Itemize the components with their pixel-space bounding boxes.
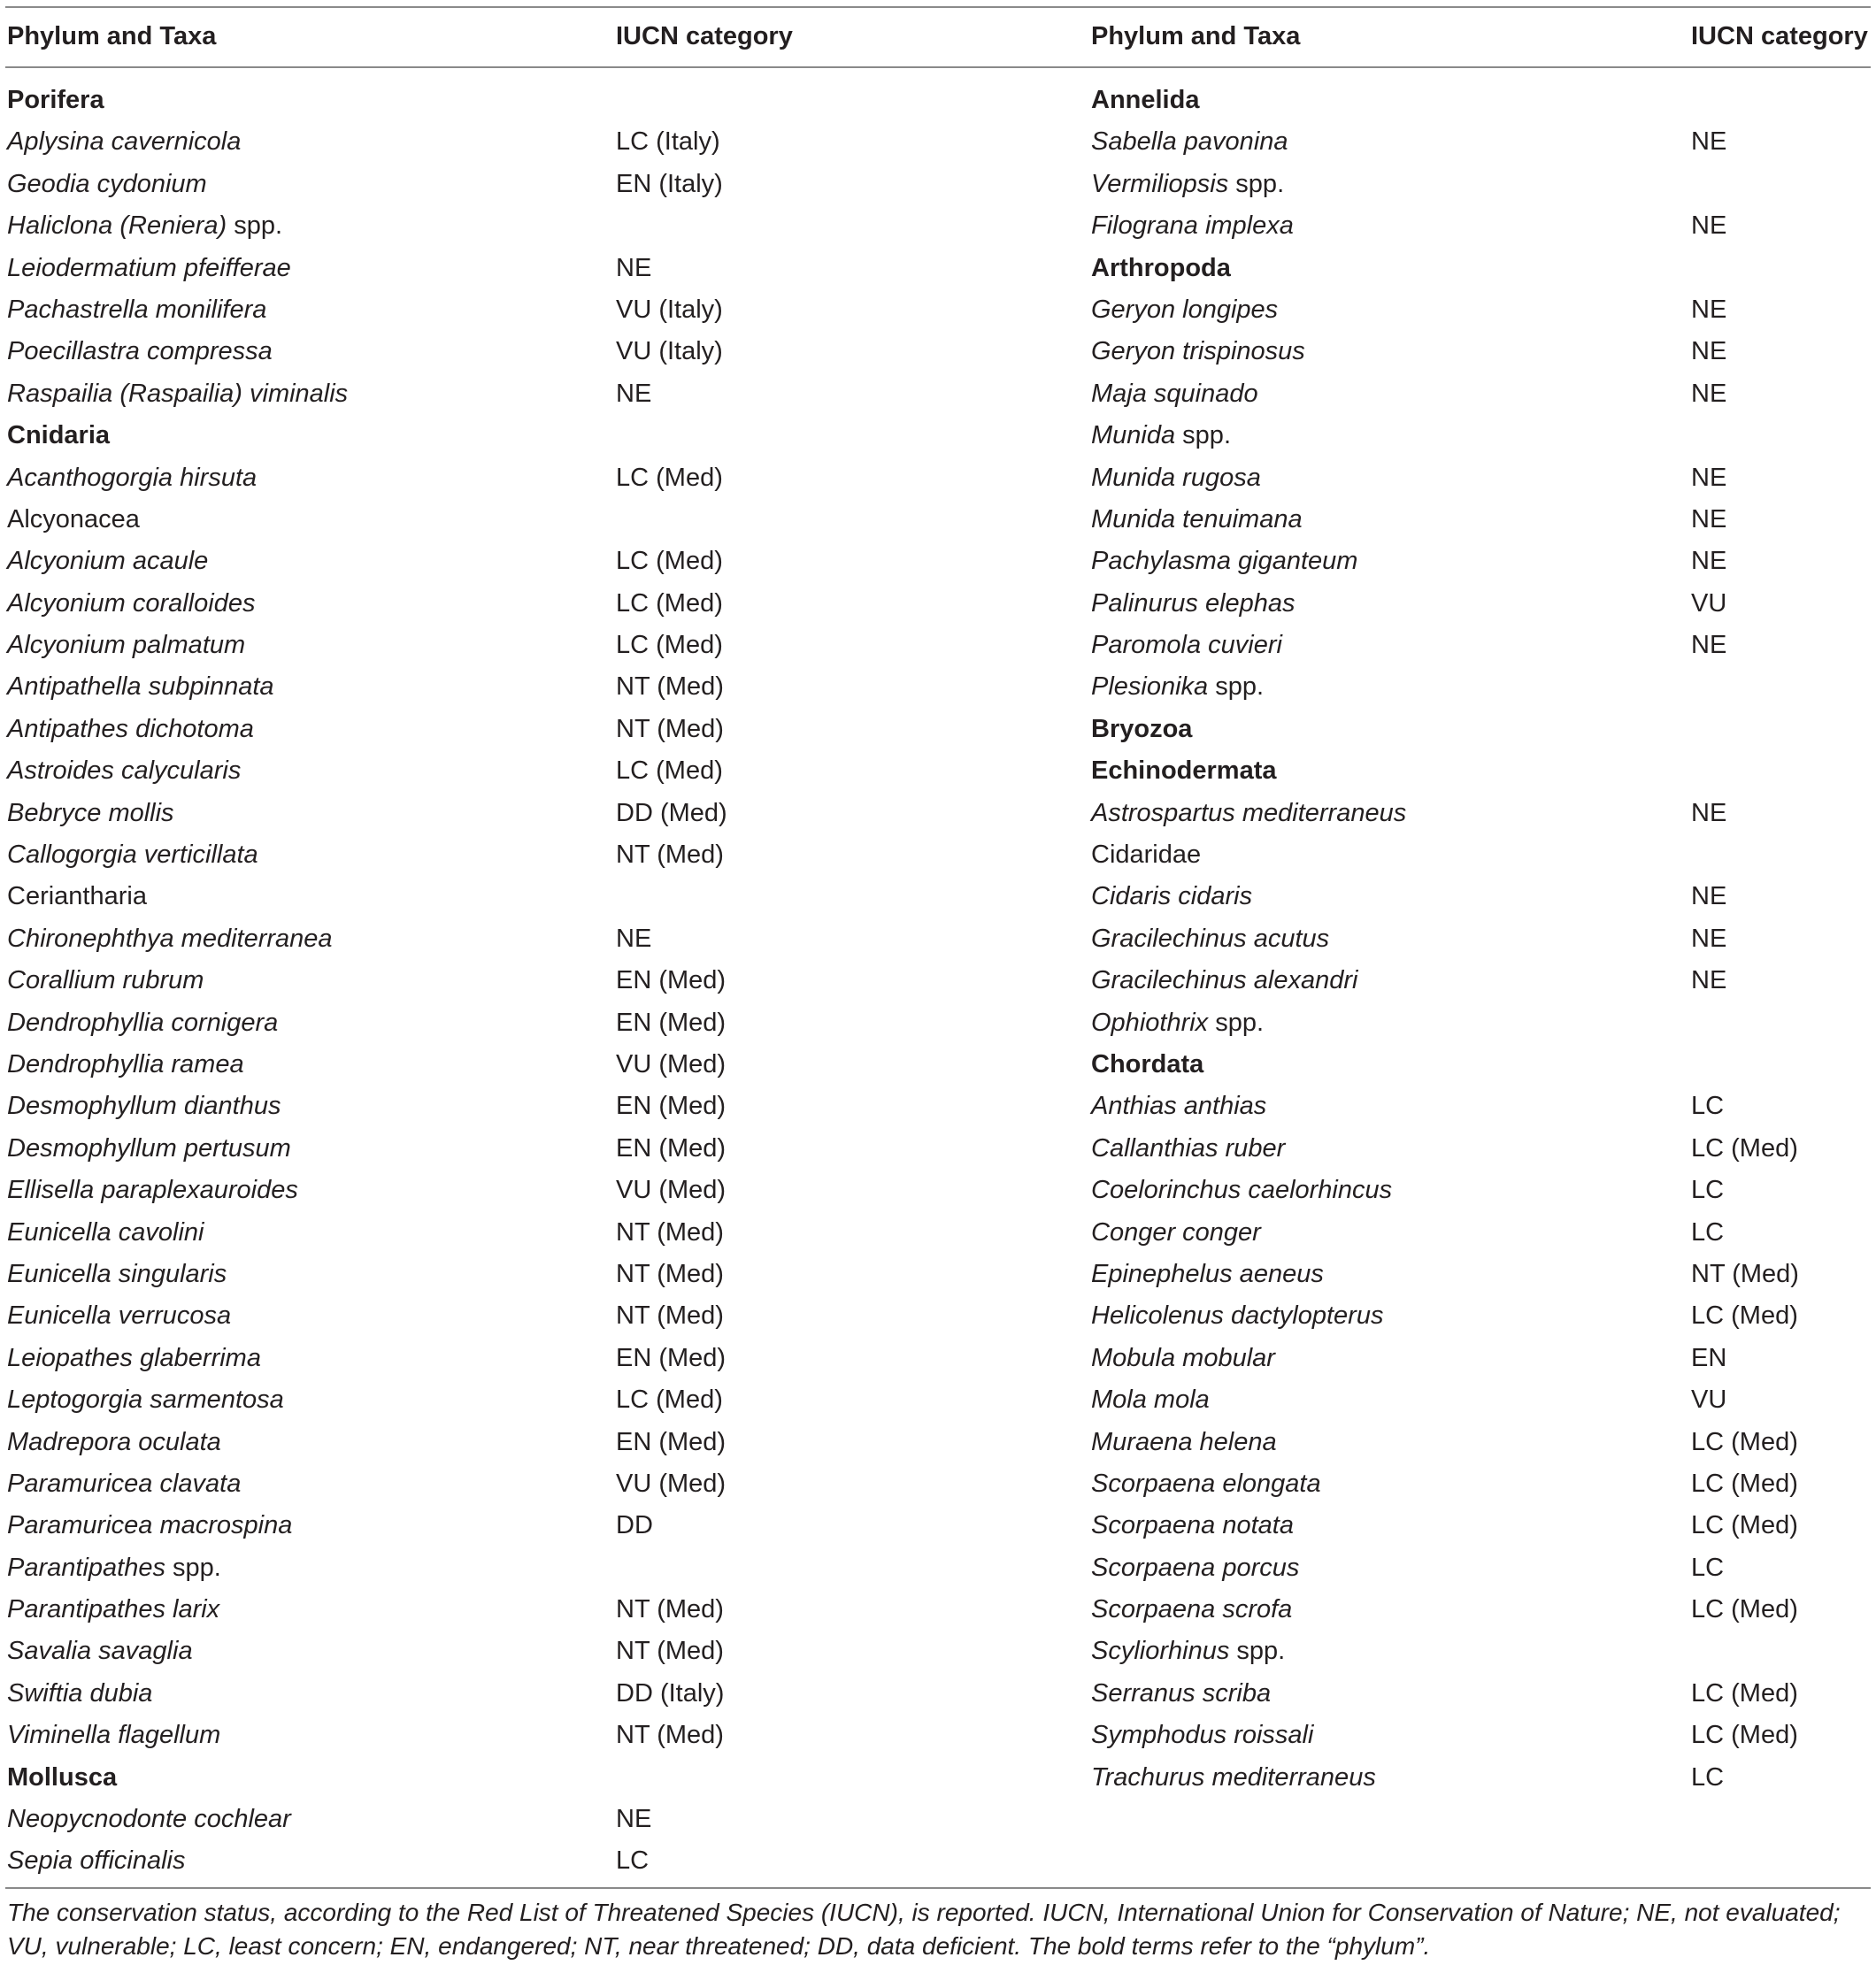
taxon-name (1091, 1547, 1299, 1589)
taxon-name-text: Munida tenuimana (1091, 504, 1303, 533)
taxon-name (1091, 457, 1261, 499)
taxon-name-text: Astrospartus mediterraneus (1091, 798, 1407, 827)
taxon-name-text: Serranus scriba (1091, 1678, 1272, 1708)
taxon-name-text: Bebryce mollis (7, 798, 174, 827)
taxon-name-text: Geryon trispinosus (1091, 337, 1305, 366)
taxon-name (1091, 918, 1329, 960)
iucn-category: EN (Med) (616, 1427, 727, 1456)
table-bottom-rule (5, 1887, 1871, 1889)
taxon-name (7, 373, 348, 415)
taxon-name-text: Poecillastra compressa (7, 337, 273, 366)
iucn-category: NT (Med) (616, 1217, 724, 1247)
iucn-category: EN (Med) (616, 966, 727, 995)
iucn-category: NE (1691, 211, 1727, 241)
taxon-name (1091, 205, 1294, 247)
taxon-name-text: Alcyonium coralloides (7, 588, 256, 618)
taxon-name (7, 709, 254, 750)
taxon-suffix: spp. (1208, 672, 1265, 702)
iucn-category: VU (1691, 1385, 1727, 1415)
taxon-name-text: Dendrophyllia cornigera (7, 1008, 279, 1037)
taxon-name-text: Chironephthya mediterranea (7, 924, 333, 953)
phylum-name (1091, 709, 1192, 750)
taxon-name-text: Aplysina cavernicola (7, 127, 242, 157)
iucn-category: LC (Med) (1691, 1511, 1798, 1540)
header-taxa-left: Phylum and Taxa (7, 22, 217, 50)
iucn-category: LC (1691, 1217, 1725, 1247)
taxon-name-text: Echinodermata (1091, 756, 1277, 786)
taxon-name-text: Leptogorgia sarmentosa (7, 1385, 284, 1415)
taxon-name (1091, 1715, 1313, 1756)
taxon-name (7, 583, 255, 625)
taxon-name-text: Eunicella verrucosa (7, 1301, 232, 1331)
header-iucn-right: IUCN category (1691, 22, 1868, 50)
taxon-name-text: Pachastrella monilifera (7, 295, 267, 324)
taxon-name (7, 1212, 204, 1254)
phylum-name (7, 80, 104, 121)
iucn-category: LC (1691, 1092, 1725, 1121)
taxon-suffix: spp. (165, 1553, 221, 1582)
taxon-name (7, 331, 273, 372)
taxon-name (7, 625, 245, 666)
taxon-name (1091, 164, 1284, 205)
taxon-name-text: Alcyonacea (7, 504, 140, 533)
taxon-name (1091, 1379, 1210, 1421)
taxon-name (7, 1086, 281, 1127)
taxon-name (1091, 1295, 1383, 1337)
iucn-category: EN (Med) (616, 1133, 727, 1163)
taxon-name (7, 918, 333, 960)
iucn-category: NE (1691, 463, 1727, 492)
taxon-name-text: Corallium rubrum (7, 966, 204, 995)
table-top-rule (5, 6, 1871, 8)
phylum-name (1091, 750, 1277, 792)
taxon-name-text: Paromola cuvieri (1091, 631, 1282, 660)
taxon-name-text: Epinephelus aeneus (1091, 1259, 1324, 1288)
taxon-name-text: Geryon longipes (1091, 295, 1279, 324)
taxon-name (1091, 793, 1406, 834)
iucn-category: EN (Med) (616, 1092, 727, 1121)
taxon-name-text: Porifera (7, 86, 104, 114)
taxon-name-text: Anthias anthias (1091, 1092, 1267, 1121)
phylum-name (7, 1757, 117, 1799)
iucn-category: NE (616, 1805, 652, 1834)
taxon-name (1091, 541, 1357, 582)
taxon-name-text: Parantipathes (7, 1553, 165, 1582)
taxon-name-text: Bryozoa (1091, 714, 1193, 743)
taxon-name-text: Paramuricea clavata (7, 1469, 242, 1498)
taxon-name-text: Filograna implexa (1091, 211, 1294, 241)
taxon-name (7, 666, 274, 708)
iucn-category: NE (1691, 337, 1727, 366)
taxon-name-text: Desmophyllum dianthus (7, 1092, 281, 1121)
taxon-name-text: Pachylasma giganteum (1091, 547, 1358, 576)
taxon-name (7, 1589, 219, 1631)
taxon-name-text: Eunicella cavolini (7, 1217, 204, 1247)
taxon-name (7, 750, 241, 792)
taxon-name-text: Swiftia dubia (7, 1678, 153, 1708)
iucn-category: NT (Med) (616, 672, 724, 702)
taxon-name (7, 457, 257, 499)
header-iucn-left: IUCN category (616, 22, 793, 50)
taxon-name-text: Acanthogorgia hirsuta (7, 463, 258, 492)
taxon-name (7, 121, 241, 163)
taxon-name (1091, 1128, 1285, 1170)
taxon-name (7, 1128, 291, 1170)
taxon-name-text: Alcyonium palmatum (7, 631, 246, 660)
taxon-name-text: Sepia officinalis (7, 1846, 186, 1876)
taxon-name-text: Callogorgia verticillata (7, 840, 258, 870)
taxon-name (7, 1422, 221, 1463)
phylum-name (7, 415, 110, 457)
taxon-suffix: spp. (227, 211, 283, 241)
iucn-category: NT (Med) (616, 1595, 724, 1624)
iucn-category: NE (1691, 798, 1727, 827)
taxon-name (7, 1463, 241, 1505)
taxon-name (7, 164, 207, 205)
taxon-name (1091, 1338, 1275, 1379)
taxon-name (7, 1673, 152, 1715)
taxon-name (1091, 1422, 1277, 1463)
taxon-name (1091, 960, 1357, 1002)
taxon-name-text: Haliclona (Reniera) (7, 211, 227, 241)
taxon-name-text: Antipathella subpinnata (7, 672, 274, 702)
taxon-name (7, 499, 140, 541)
iucn-category: DD (Med) (616, 798, 727, 827)
taxon-name (7, 876, 147, 917)
taxon-name-text: Scorpaena notata (1091, 1511, 1294, 1540)
iucn-category: LC (Med) (616, 756, 723, 786)
iucn-category: NE (1691, 924, 1727, 953)
iucn-category: NT (Med) (616, 840, 724, 870)
taxon-name-text: Antipathes dichotoma (7, 714, 254, 743)
taxon-name-text: Scyliorhinus (1091, 1637, 1230, 1666)
table-footnote: The conservation status, according to the Red List of Threatened Species (IUCN), is reported. IUCN, International Union for Conservation of Nature; NE, not evaluated; VU, vulnerable; LC, least concern; EN, endangered; NT, near threatened; DD, data deficient. The bold terms refer to the “phylum”. (7, 1899, 1841, 1960)
taxon-name-text: Cidaris cidaris (1091, 882, 1253, 911)
taxon-name-text: Scorpaena scrofa (1091, 1595, 1293, 1624)
phylum-name (1091, 80, 1199, 121)
taxon-name-text: Alcyonium acaule (7, 547, 209, 576)
taxon-name-text: Helicolenus dactylopterus (1091, 1301, 1384, 1331)
iucn-category: NT (Med) (1691, 1259, 1799, 1288)
taxon-name-text: Scorpaena porcus (1091, 1553, 1300, 1582)
iucn-category: NE (1691, 127, 1727, 157)
taxon-name-text: Coelorinchus caelorhincus (1091, 1176, 1393, 1205)
taxon-name-text: Annelida (1091, 86, 1200, 114)
taxon-name-text: Munida rugosa (1091, 463, 1261, 492)
taxon-name (7, 1715, 220, 1756)
taxon-name (7, 793, 174, 834)
taxon-name-text: Viminella flagellum (7, 1721, 221, 1750)
phylum-name (1091, 248, 1231, 289)
taxon-name-text: Trachurus mediterraneus (1091, 1762, 1376, 1792)
taxon-name-text: Callanthias ruber (1091, 1133, 1286, 1163)
taxon-name (1091, 373, 1258, 415)
taxon-name-text: Sabella pavonina (1091, 127, 1288, 157)
iucn-category: LC (Med) (1691, 1469, 1798, 1498)
iucn-category: LC (Med) (616, 463, 723, 492)
taxon-name-text: Gracilechinus alexandri (1091, 966, 1358, 995)
taxon-name-text: Mollusca (7, 1762, 118, 1792)
taxon-suffix: spp. (1229, 1637, 1286, 1666)
iucn-category: NE (1691, 631, 1727, 660)
phylum-name (1091, 1044, 1203, 1086)
iucn-category: LC (Italy) (616, 127, 720, 157)
taxon-name-text: Astroides calycularis (7, 756, 242, 786)
taxon-suffix: spp. (1208, 1008, 1265, 1037)
taxon-name (1091, 666, 1264, 708)
taxon-name-text: Vermiliopsis (1091, 169, 1229, 198)
taxon-name-text: Desmophyllum pertusum (7, 1133, 291, 1163)
taxon-name-text: Gracilechinus acutus (1091, 924, 1330, 953)
taxon-name (1091, 415, 1231, 457)
iucn-category: VU (1691, 588, 1727, 618)
taxon-name (7, 1547, 221, 1589)
iucn-category: NE (1691, 379, 1727, 408)
taxon-name-text: Madrepora oculata (7, 1427, 221, 1456)
iucn-category: EN (1691, 1343, 1727, 1372)
taxon-name (7, 1379, 284, 1421)
iucn-category: LC (Med) (1691, 1133, 1798, 1163)
taxon-name-text: Scorpaena elongata (1091, 1469, 1321, 1498)
iucn-category: VU (Italy) (616, 295, 723, 324)
taxon-name (1091, 121, 1288, 163)
taxon-name (7, 1799, 291, 1840)
taxon-name (7, 1505, 292, 1547)
table-header-rule (5, 66, 1871, 68)
taxon-name (7, 205, 282, 247)
taxon-name (1091, 1002, 1264, 1044)
taxon-name (7, 1170, 298, 1211)
taxon-suffix: spp. (1175, 421, 1231, 450)
iucn-category: EN (Med) (616, 1008, 727, 1037)
iucn-category: NE (616, 924, 652, 953)
iucn-category: VU (Med) (616, 1176, 727, 1205)
iucn-category: LC (Med) (1691, 1595, 1798, 1624)
taxon-name (1091, 289, 1278, 331)
taxon-name (7, 1840, 186, 1882)
iucn-category: NE (1691, 504, 1727, 533)
taxon-name (1091, 331, 1305, 372)
taxon-name (1091, 1463, 1321, 1505)
taxon-name-text: Cnidaria (7, 421, 111, 450)
taxon-name-text: Neopycnodonte cochlear (7, 1805, 291, 1834)
iucn-category: DD (616, 1511, 653, 1540)
iucn-category: EN (Med) (616, 1343, 727, 1372)
taxon-name-text: Munida (1091, 421, 1176, 450)
taxon-name (1091, 625, 1282, 666)
taxon-name-text: Savalia savaglia (7, 1637, 193, 1666)
taxon-name (7, 1631, 193, 1672)
taxon-name-text: Ceriantharia (7, 882, 147, 911)
taxon-name-text: Cidaridae (1091, 840, 1202, 870)
iucn-category: LC (Med) (1691, 1427, 1798, 1456)
taxon-name (7, 834, 258, 876)
iucn-category: LC (Med) (616, 1385, 723, 1415)
iucn-category: NE (1691, 295, 1727, 324)
iucn-category: NT (Med) (616, 1637, 724, 1666)
taxon-name (7, 289, 266, 331)
iucn-category: EN (Italy) (616, 169, 723, 198)
taxon-name-text: Symphodus roissali (1091, 1721, 1314, 1750)
taxon-name-text: Eunicella singularis (7, 1259, 227, 1288)
taxon-name-text: Mola mola (1091, 1385, 1210, 1415)
taxon-name-text: Palinurus elephas (1091, 588, 1296, 618)
iucn-category: NE (1691, 882, 1727, 911)
iucn-category: NT (Med) (616, 1259, 724, 1288)
taxon-name-text: Maja squinado (1091, 379, 1258, 408)
taxon-name (1091, 1673, 1271, 1715)
iucn-category: NE (616, 253, 652, 282)
taxon-name (1091, 1631, 1285, 1672)
iucn-category: LC (Med) (1691, 1678, 1798, 1708)
taxon-name-text: Ophiothrix (1091, 1008, 1209, 1037)
taxon-name-text: Raspailia (Raspailia) viminalis (7, 379, 349, 408)
taxon-name (1091, 1505, 1294, 1547)
iucn-category: VU (Med) (616, 1049, 727, 1078)
taxon-name-text: Leiodermatium pfeifferae (7, 253, 291, 282)
iucn-category: NE (616, 379, 652, 408)
iucn-category: NT (Med) (616, 1721, 724, 1750)
taxon-name-text: Leiopathes glaberrima (7, 1343, 261, 1372)
taxon-name (1091, 1086, 1266, 1127)
iucn-category: LC (Med) (616, 631, 723, 660)
taxon-name (1091, 499, 1303, 541)
iucn-category: LC (Med) (1691, 1721, 1798, 1750)
taxon-name (7, 541, 208, 582)
iucn-category: NT (Med) (616, 714, 724, 743)
taxon-name (1091, 1254, 1324, 1295)
iucn-category: LC (Med) (616, 547, 723, 576)
taxon-name-text: Geodia cydonium (7, 169, 207, 198)
iucn-category: LC (Med) (1691, 1301, 1798, 1331)
taxon-name (7, 1338, 261, 1379)
iucn-category: DD (Italy) (616, 1678, 725, 1708)
taxon-name (7, 248, 291, 289)
iucn-category: LC (Med) (616, 588, 723, 618)
taxon-name-text: Dendrophyllia ramea (7, 1049, 244, 1078)
taxon-name-text: Arthropoda (1091, 253, 1231, 282)
taxon-name-text: Parantipathes larix (7, 1595, 220, 1624)
taxon-name (1091, 834, 1201, 876)
taxon-name (1091, 583, 1296, 625)
taxon-name-text: Mobula mobular (1091, 1343, 1275, 1372)
taxon-name-text: Plesionika (1091, 672, 1209, 702)
taxon-name (7, 1044, 244, 1086)
iucn-category: LC (1691, 1176, 1725, 1205)
taxon-name (1091, 876, 1252, 917)
taxon-name-text: Muraena helena (1091, 1427, 1277, 1456)
taxon-name (1091, 1589, 1292, 1631)
taxon-name-text: Ellisella paraplexauroides (7, 1176, 298, 1205)
iucn-category: NE (1691, 966, 1727, 995)
iucn-category: NT (Med) (616, 1301, 724, 1331)
iucn-category: VU (Italy) (616, 337, 723, 366)
taxon-name (7, 1295, 231, 1337)
taxon-suffix: spp. (1228, 169, 1285, 198)
iucn-category: LC (616, 1846, 650, 1876)
taxon-name (7, 1002, 278, 1044)
taxon-name (1091, 1170, 1392, 1211)
taxon-name-text: Chordata (1091, 1049, 1204, 1078)
taxon-name-text: Paramuricea macrospina (7, 1511, 293, 1540)
iucn-category: NE (1691, 547, 1727, 576)
header-taxa-right: Phylum and Taxa (1091, 22, 1301, 50)
taxon-name-text: Conger conger (1091, 1217, 1261, 1247)
taxon-name (1091, 1212, 1261, 1254)
iucn-category: VU (Med) (616, 1469, 727, 1498)
taxon-name (7, 960, 204, 1002)
taxon-name (1091, 1757, 1376, 1799)
iucn-category: LC (1691, 1553, 1725, 1582)
taxon-name (7, 1254, 227, 1295)
iucn-category: LC (1691, 1762, 1725, 1792)
